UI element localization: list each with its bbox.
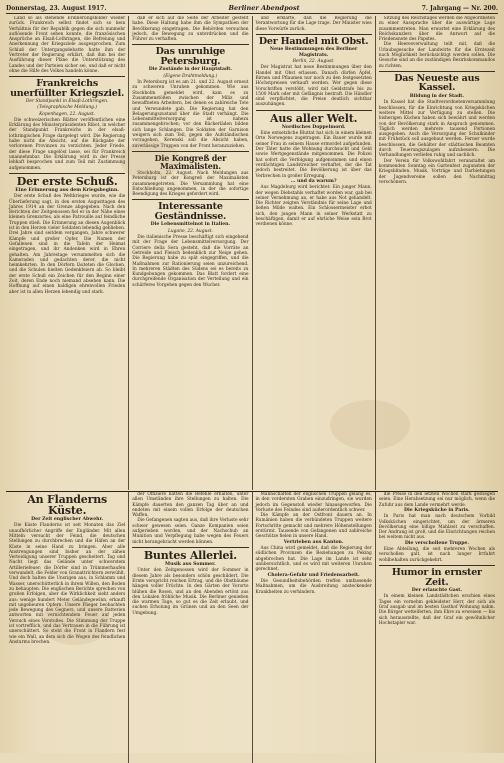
- article-body: Die Heeresverwaltung teilt mit, daß die Urlaubsgesuche der Landwirte für die Erntezeit nach Möglichkeit berücksichtigt werden sollen. Die Gesuche sind an die zuständigen Bezirkskommandos zu richten.: [378, 42, 495, 69]
- article-body: Der erste Schuß des Weltkrieges wurde, wie die Überlieferung sagt, in den ersten Augusttagen des Jahres 1914 an der Grenze abgegeben. Nach den Berichten der Zeitgenossen fiel er in der Nähe eines kleinen Grenzortes, als eine Patrouille auf feindliche Truppen stieß. Die Erinnerung an diesen Augenblick ist in den Herzen vieler Soldaten lebendig geblieben. Drei Jahre sind seitdem vergangen, Jahre schwerer Kämpfe und großer Opfer. Die Namen der Gefallenen sind in die Tafeln der Heimat eingetragen, und ihr Andenken wird in Ehren gehalten. Am Jahrestage versammelten sich die Kameraden und gedachten derer, die nicht heimkehrten. In den Dörfern läuteten die Glocken, und die Schulen hielten Gedenkfeiern ab. So bleibt der erste Schuß ein Zeichen für den Beginn einer Zeit, deren Ende noch niemand absehen kann. Die Hoffnung auf einen baldigen ehrenvollen Frieden aber ist in allen Herzen lebendig und stark.: [9, 194, 126, 295]
- subhead: Der Zeit englischer Abwehr.: [31, 517, 104, 522]
- dateline: Lugano, 22. August.: [167, 228, 213, 234]
- col3-lead: und erklärte, daß die Regierung die Verantwortung für die Lage trage. Der Minister wies diese Vorwürfe zurück.: [255, 16, 372, 32]
- article-body: In Paris hat man nach deutschem Vorbild Volksküchen eingerichtet, um der ärmeren Bevölkerung eine billige Mahlzeit zu verschaffen. Der Andrang ist groß, und die Einrichtungen reichen bei weitem nicht aus.: [378, 514, 495, 541]
- divider: [132, 151, 248, 152]
- article-body: Die schweizerischen Blätter veröffentlichen eine Erklärung des Ministerpräsidenten Ribot, in welcher der Standpunkt Frankreichs in der elsaß-lothringischen Frage dargelegt wird. Die Regierung habe nicht die Absicht, auf die Rückgabe der verlorenen Provinzen zu verzichten. Jeder Friede, der diese Frage ungelöst lasse, sei für Frankreich unannehmbar. Die Erklärung wird in der Presse lebhaft besprochen und zum Teil mit Zustimmung aufgenommen.: [9, 117, 126, 171]
- article-body: Die Gesundheitsbehörden treffen umfassende Maßnahmen, um die Ausbreitung ansteckender Krankheiten zu verhindern.: [255, 578, 372, 595]
- divider: [379, 565, 495, 566]
- headline-gestaendnisse: Interessante Geständnisse.: [154, 201, 227, 222]
- masthead-title: Berliner Abendpost: [228, 4, 300, 12]
- divider: [9, 173, 125, 174]
- article-body: Die Kämpfe an der Ostfront dauern an. In Rumänien haben die verbündeten Truppen weitere Fortschritte gemacht und mehrere Höhenstellungen erstürmt. Tausende von Gefangenen und zahlreiche Geschütze fielen in unsere Hand.: [255, 513, 372, 540]
- headline-humor: Humor in ernster Zeit.: [391, 567, 482, 588]
- divider: [9, 76, 125, 77]
- headline-kassel: Das Neueste aus Kassel.: [394, 72, 480, 94]
- article-body: Die Gefangenen sagten aus, daß ihre Verluste sehr schwer gewesen seien. Ganze Kompanien seien aufgerieben worden, und der Nachschub an Munition und Verpflegung habe wegen des Feuers nicht herangebracht werden können.: [132, 518, 249, 545]
- subhead: Cholera-Gefahr und Friedensarbeit.: [267, 572, 360, 578]
- headline-petersburg: Das unruhige Petersburg.: [155, 46, 226, 67]
- divider: [132, 44, 248, 45]
- subhead: ... und da warum?: [290, 178, 337, 184]
- dateline: Berlin, 22. August.: [292, 59, 335, 65]
- subhead: Bildung in der Stadt.: [409, 93, 464, 99]
- divider: [132, 199, 248, 200]
- article-body: Die Küste Flanderns ist seit Monaten das Ziel unaufhörlicher Angriffe der Engländer. Mit allen Mitteln versucht der Feind, die deutschen Stellungen zu durchbrechen und die Häfen an der Küste in seine Hand zu bringen. Aber alle Anstrengungen sind bisher an der zähen Verteidigung unserer Truppen gescheitert. Tag und Nacht liegt das Gelände unter schwerstem Artilleriefeuer; die Dörfer sind in Trümmerhaufen verwandelt, die Felder von Granattrichtern zerwühlt. Und doch halten die Unsrigen aus, in Schlamm und Wasser, unerschütterlich in ihrem Willen, den Boden zu behaupten. Die englischen Berichte sprechen von großen Erfolgen, aber die Wirklichkeit sieht anders aus: wenige hundert Meter Geländegewinn, erkauft mit ungeheuren Opfern. Unsere Flieger beobachten jede Bewegung des Gegners, und unsere Batterien antworten mit vernichtendem Feuer auf jeden Versuch eines Vorstoßes. Die Stimmung der Truppe ist vortrefflich, und das Vertrauen in die Führung ist unerschüttert. So steht die Front in Flandern fest wie ein Wall, an dem sich die Wogen des feindlichen Ansturms brechen.: [9, 523, 126, 645]
- article-body: In Petersburg ist es am 21. und 22. August erneut zu schweren Unruhen gekommen. Wie aus Stockholm gemeldet wird, kam es zu Zusammenstößen zwischen der Miliz und bewaffneten Arbeitern, bei denen es zahlreiche Tote und Verwundete gab. Die Regierung hat den Belagerungszustand über die Stadt verhängt. Die Lebensmittelversorgung ist nahezu zusammengebrochen; vor den Bäckerläden bilden sich lange Schlangen. Die Soldaten der Garnison weigern sich zum Teil, gegen die Aufständischen vorzugehen. Kerenski soll die Absicht haben, zuverlässige Truppen von der Front heranzuziehen.: [132, 80, 249, 149]
- column-1: [6, 16, 129, 490]
- subhead: Die Zustände in der Hauptstadt.: [148, 67, 232, 73]
- article-body: In Kassel hat die Stadtverordnetenversammlung beschlossen, für die Einrichtung von Kriegsküchen weitere Mittel zur Verfügung zu stellen. Die bisherigen Küchen haben sich bewährt und werden von der Bevölkerung stark in Anspruch genommen. Täglich werden mehrere tausend Portionen ausgegeben. Auch die Versorgung der Schulkinder mit Frühstück soll ausgebaut werden. Ferner wurde beschlossen, die Gehälter der städtischen Beamten durch Teuerungszulagen aufzubessern. Die Verhandlungen verliefen ruhig und sachlich.: [378, 100, 495, 159]
- subhead: Vertrieben aus Kanton.: [283, 539, 344, 545]
- article-body: Der Verein für Volkswohlfahrt veranstaltet am kommenden Sonntag ein Gartenfest zugunsten der Kriegsblinden. Musik, Vorträge und Darbietungen der Jugendvereine sollen den Nachmittag verschönern.: [378, 158, 495, 185]
- column-3: [253, 16, 376, 490]
- masthead: [6, 4, 498, 14]
- subhead: (Telegraphische Meldung.): [37, 105, 98, 111]
- subhead: Eine Erinnerung aus dem Kriegsbeginn.: [15, 187, 119, 193]
- subhead: Nordisches Doppelmord.: [281, 124, 346, 130]
- headline-aus-aller-welt: Aus aller Welt.: [270, 111, 358, 125]
- article-body: Stockholm, 22. August. Nach Meldungen aus Petersburg ist der Kongreß der Maximalisten zusammengetreten. Die Versammlung hat eine Entschließung angenommen, in der die sofortige Beendigung des Krieges gefordert wird.: [132, 170, 249, 198]
- headline-flanderns-kueste: An Flanderns Küste.: [27, 493, 107, 517]
- subhead: Der Standpunkt in Elsaß-Lothringen.: [25, 99, 109, 105]
- article-body: Eine Abteilung, die seit mehreren Wochen als verschollen galt, ist nach langer Irrfahrt wohlbehalten zurückgekehrt.: [378, 547, 495, 563]
- divider: [132, 547, 248, 548]
- headline-obst: Der Handel mit Obst.: [258, 35, 369, 47]
- col2-lead: daß er sich auf die Seite der Arbeiter gestellt habe. Diese Haltung habe ihm die Sympathien der Bevölkerung eingetragen. Die Behörden versuchen jedoch, die Bewegung zu unterdrücken und die Führer zu verhaften.: [132, 16, 249, 43]
- subhead: Die Kriegsküche in Paris.: [404, 507, 470, 513]
- article-body: Aus China wird gemeldet, daß die Regierung der südlichen Provinzen die Beziehungen zu Peking abgebrochen hat. Die Lage im Lande ist sehr unübersichtlich, und es wird mit weiteren Unruhen gerechnet.: [255, 546, 372, 573]
- article-body: Aus Magdeburg wird berichtet: Ein junger Mann, der wegen Diebstahls verhaftet worden war, gab bei seiner Vernehmung an, er habe aus Not gehandelt. Die Richter zeigten Verständnis für seine Lage und ließen Milde walten. Ein Schlossermeister erbot sich, den jungen Mann in seiner Werkstatt zu beschäftigen, damit er auf ehrliche Weise sein Brot verdienen könne.: [255, 185, 372, 228]
- divider: [256, 110, 372, 111]
- subhead: Der erlauchte Gast.: [411, 588, 463, 594]
- divider: [379, 71, 495, 72]
- headline-buntes-allerlei: Buntes Allerlei.: [143, 548, 237, 562]
- article-body: Unter den Zeitgenossen wird der Sommer in diesem Jahre als besonders schön geschildert. Die Ernte verspricht reichen Ertrag, und die Obstbäume hängen voller Früchte. In den Gärten der Vororte blühen die Rosen, und an den Abenden ertönt aus den Lokalen fröhliche Musik. Die Berliner genießen die warmen Tage, so gut es die Zeit erlaubt, und suchen Erholung im Grünen und an den Seen der Umgebung.: [132, 568, 249, 616]
- col4-lead: Sitzung des Reichstages werden die Abgeordneten zu einer Aussprache über die auswärtige Lage zusammentreten. Man erwartet eine Erklärung des Reichskanzlers über die Antwort auf die Friedensnote des Papstes.: [378, 16, 495, 43]
- lower-section: [6, 491, 498, 763]
- headline-maximalisten: Die Kongreß der Maximalisten.: [154, 152, 227, 171]
- col1-lead: Land so als stehende Erinnerungsbilder wieder zurück. Frankreich selbst findet sich so kein Verhältnis für der Republik gegen die sich nunmehr auflösende Front sehen konnte, die französischen Ansprüche an Elsaß-Lothringen, die Befreiung und Anerkennung der Kriegsziele ausgesprochen. Zum Schluß der Untergangsdebatte hatte ihm der Vertreter der Regierung erklärt, daß ihm bei der Ausführung dieser Pläne die Unterstützung des Landes und der Parteien sicher sei, und daß er nicht ohne die Hilfe des Volkes handeln könne.: [9, 16, 126, 74]
- subhead: (Eigene Drahtmeldung.): [163, 73, 218, 79]
- subhead: Die Lebensmittelnot in Italien.: [150, 222, 231, 228]
- lower-column-1: [6, 492, 129, 763]
- masthead-date: Donnerstag, 23. August 1917.: [6, 5, 107, 12]
- masthead-issue: 7. Jahrgang — Nr. 200.: [421, 5, 498, 12]
- article-body: die Preise in den letzten Wochen stark gestiegen seien. Eine Herabsetzung sei nur möglich, wenn die Zufuhr aus dem Lande vermehrt werde.: [378, 492, 495, 508]
- subhead: Neue Bestimmungen des Berliner Magistrats.: [269, 47, 358, 58]
- column-4: [376, 16, 498, 490]
- article-body: der Offiziere hatten die Befehle erhalten, unter allen Umständen ihre Stellungen zu halten. Die Kämpfe dauerten den ganzen Tag über an und endeten mit einem vollen Erfolge der deutschen Waffen.: [132, 492, 249, 519]
- article-body: Eine entsetzliche Bluttat hat sich in einem kleinen Orte Norwegens zugetragen. Ein Bauer wurde mit seiner Frau in seinem Hause ermordet aufgefunden. Der Täter hatte die Wohnung durchsucht und Geld sowie Wertgegenstände mitgenommen. Die Polizei hat sofort die Verfolgung aufgenommen und einen verdächtigen Landstreicher verhaftet, der die Tat jedoch bestreitet. Die Bevölkerung ist über das Verbrechen in großer Erregung.: [255, 131, 372, 179]
- headline-erste-schuss: Der erste Schuß.: [16, 174, 118, 188]
- subhead: Die verschollene Truppe.: [404, 540, 469, 546]
- article-body: Die italienische Presse beschäftigt sich eingehend mit der Frage der Lebensmittelversorgung. Der Corriere della Sera gesteht, daß die Vorräte an Getreide und Fleisch bedenklich zur Neige gehen. Die Regierung habe zu spät eingegriffen, und die Maßnahmen zur Rationierung seien unzureichend. In mehreren Städten des Südens sei es bereits zu Kundgebungen gekommen. Das Blatt fordert eine durchgreifende Organisation der Verteilung und ein schärferes Vorgehen gegen den Wucher.: [132, 235, 249, 288]
- subhead: Musik aus Sommer.: [165, 561, 216, 567]
- lower-column-2: [129, 492, 252, 763]
- article-body: In einem kleinen Landstädtchen erschien eines Tages ein vornehm gekleideter Herr, der sich als Graf ausgab und im besten Gasthof Wohnung nahm. Die Bürger wetteiferten, ihm Ehre zu erweisen — bis sich herausstellte, daß der Graf ein gewöhnlicher Hochstapler war.: [378, 594, 495, 626]
- upper-columns: [6, 16, 498, 490]
- column-2: [129, 16, 252, 490]
- article-body: Der Magistrat hat neue Bestimmungen über den Handel mit Obst erlassen. Danach dürfen Äpfel, Birnen und Pflaumen nur noch zu den festgesetzten Höchstpreisen verkauft werden. Wer gegen diese Vorschriften verstößt, wird mit Geldstrafe bis zu 1500 Mark oder mit Gefängnis bestraft. Die Händler sind verpflichtet, die Preise deutlich sichtbar auszuhängen.: [255, 65, 372, 108]
- lower-column-3: [253, 492, 376, 763]
- lower-column-4: [376, 492, 498, 763]
- dateline: Kopenhagen, 22. August.: [39, 111, 96, 117]
- divider: [256, 34, 372, 35]
- headline-kriegsziel: Frankreichs unerfüllter Kriegsziel.: [10, 78, 125, 99]
- article-body: Mannschaften der englischen Truppen gelang es, in den vordersten Graben einzudringen, sie wurden jedoch im Gegenstoß wieder hinausgeworfen. Die Verluste des Feindes sind außerordentlich schwer.: [255, 492, 372, 513]
